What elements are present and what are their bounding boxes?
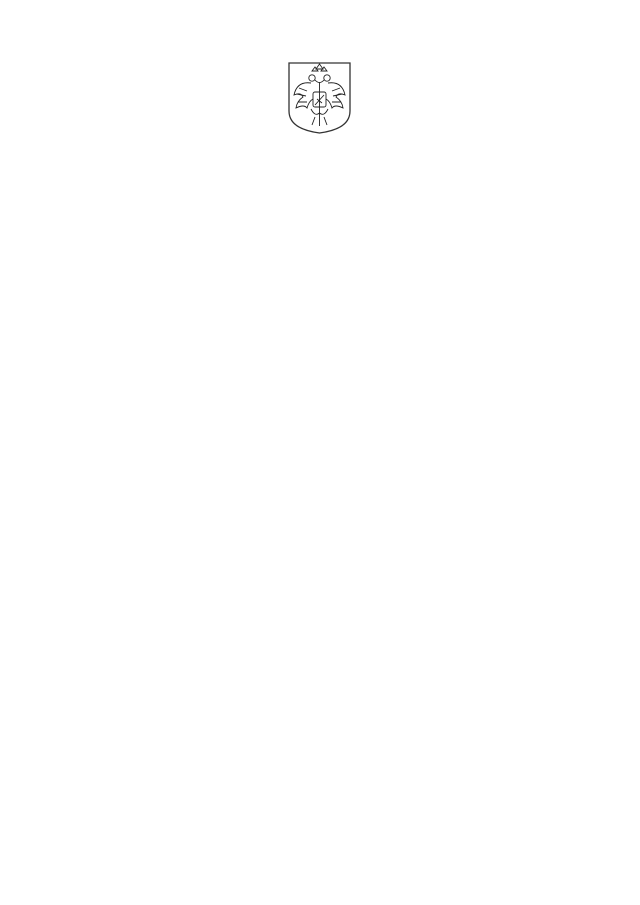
barcode-icon <box>284 825 360 895</box>
russian-coat-of-arms-icon <box>287 61 352 135</box>
